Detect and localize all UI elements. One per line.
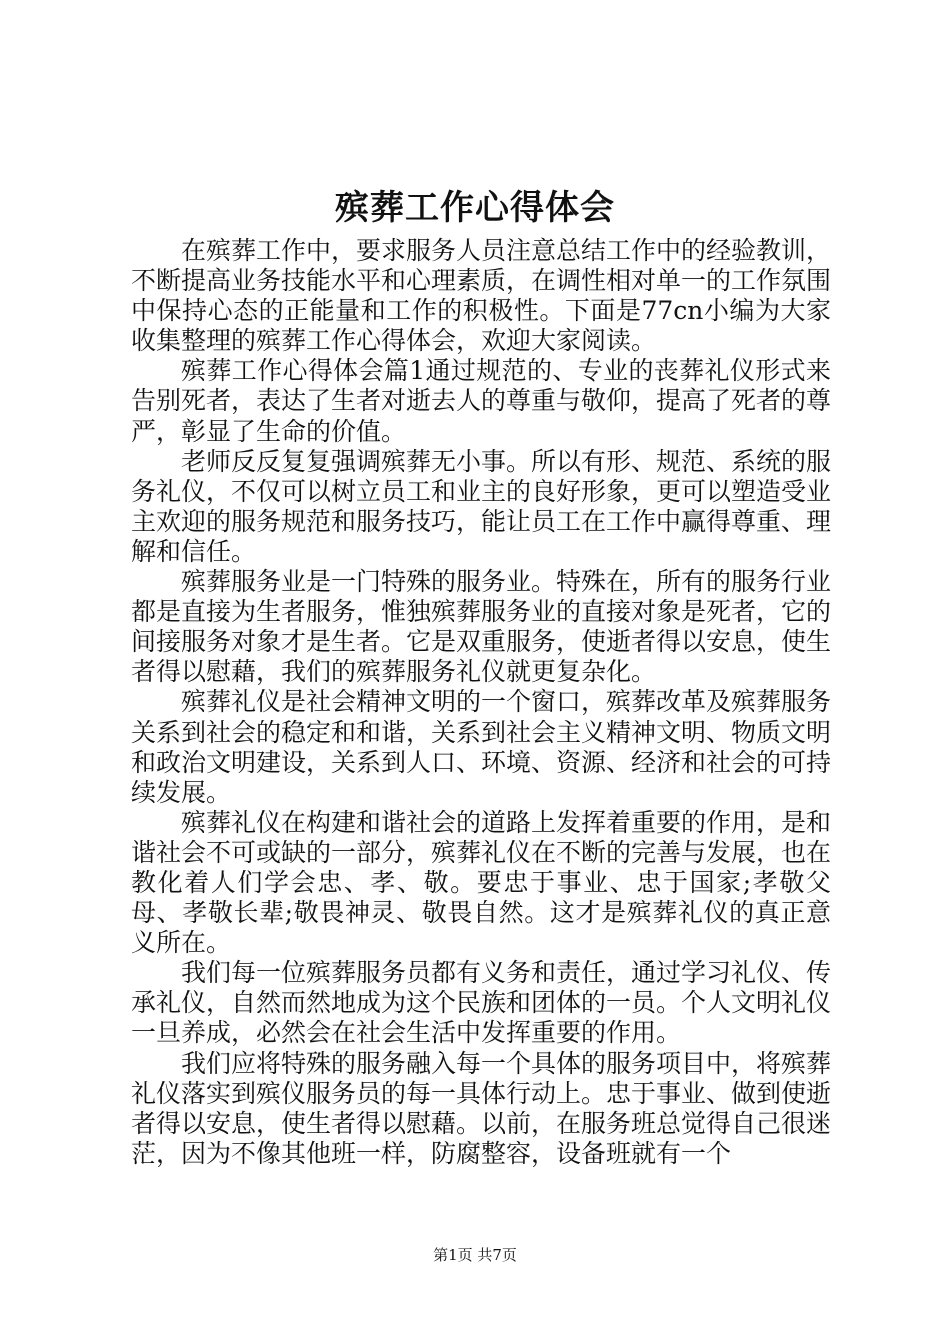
document-title: 殡葬工作心得体会 [335, 188, 615, 228]
document-body [131, 236, 831, 1169]
paragraph: 殡葬服务业是一门特殊的服务业。特殊在，所有的服务行业都是直接为生者服务，惟独殡葬服务业的直接对象是死者，它的间接服务对象才是生者。它是双重服务，使逝者得以安息，使生者得以慰藉，我们的殡葬服务礼仪就更复杂化。 [131, 567, 832, 687]
paragraph: 殡葬礼仪是社会精神文明的一个窗口，殡葬改革及殡葬服务关系到社会的稳定和和谐，关系到社会主义精神文明、物质文明和政治文明建设，关系到人口、环境、资源、经济和社会的可持续发展。 [131, 687, 832, 807]
page-footer: 第1页 共7页 [433, 1246, 517, 1264]
paragraph: 我们应将特殊的服务融入每一个具体的服务项目中，将殡葬礼仪落实到殡仪服务员的每一具体行动上。忠于事业、做到使逝者得以安息，使生者得以慰藉。以前，在服务班总觉得自己很迷茫，因为不像其他班一样，防腐整容，设备班就有一个 [131, 1048, 832, 1168]
paragraph: 在殡葬工作中，要求服务人员注意总结工作中的经验教训，不断提高业务技能水平和心理素质，在调性相对单一的工作氛围中保持心态的正能量和工作的积极性。下面是77cn小编为大家收集整理的殡葬工作心得体会，欢迎大家阅读。 [131, 236, 832, 356]
paragraph: 老师反反复复强调殡葬无小事。所以有形、规范、系统的服务礼仪，不仅可以树立员工和业主的良好形象，更可以塑造受业主欢迎的服务规范和服务技巧，能让员工在工作中赢得尊重、理解和信任。 [131, 446, 832, 566]
paragraph: 殡葬工作心得体会篇1通过规范的、专业的丧葬礼仪形式来告别死者，表达了生者对逝去人的尊重与敬仰，提高了死者的尊严，彰显了生命的价值。 [131, 356, 832, 446]
paragraph: 殡葬礼仪在构建和谐社会的道路上发挥着重要的作用，是和谐社会不可或缺的一部分，殡葬礼仪在不断的完善与发展，也在教化着人们学会忠、孝、敬。要忠于事业、忠于国家;孝敬父母、孝敬长辈;敬畏神灵、敬畏自然。这才是殡葬礼仪的真正意义所在。 [131, 807, 832, 958]
paragraph: 我们每一位殡葬服务员都有义务和责任，通过学习礼仪、传承礼仪，自然而然地成为这个民族和团体的一员。个人文明礼仪一旦养成，必然会在社会生活中发挥重要的作用。 [131, 958, 832, 1048]
